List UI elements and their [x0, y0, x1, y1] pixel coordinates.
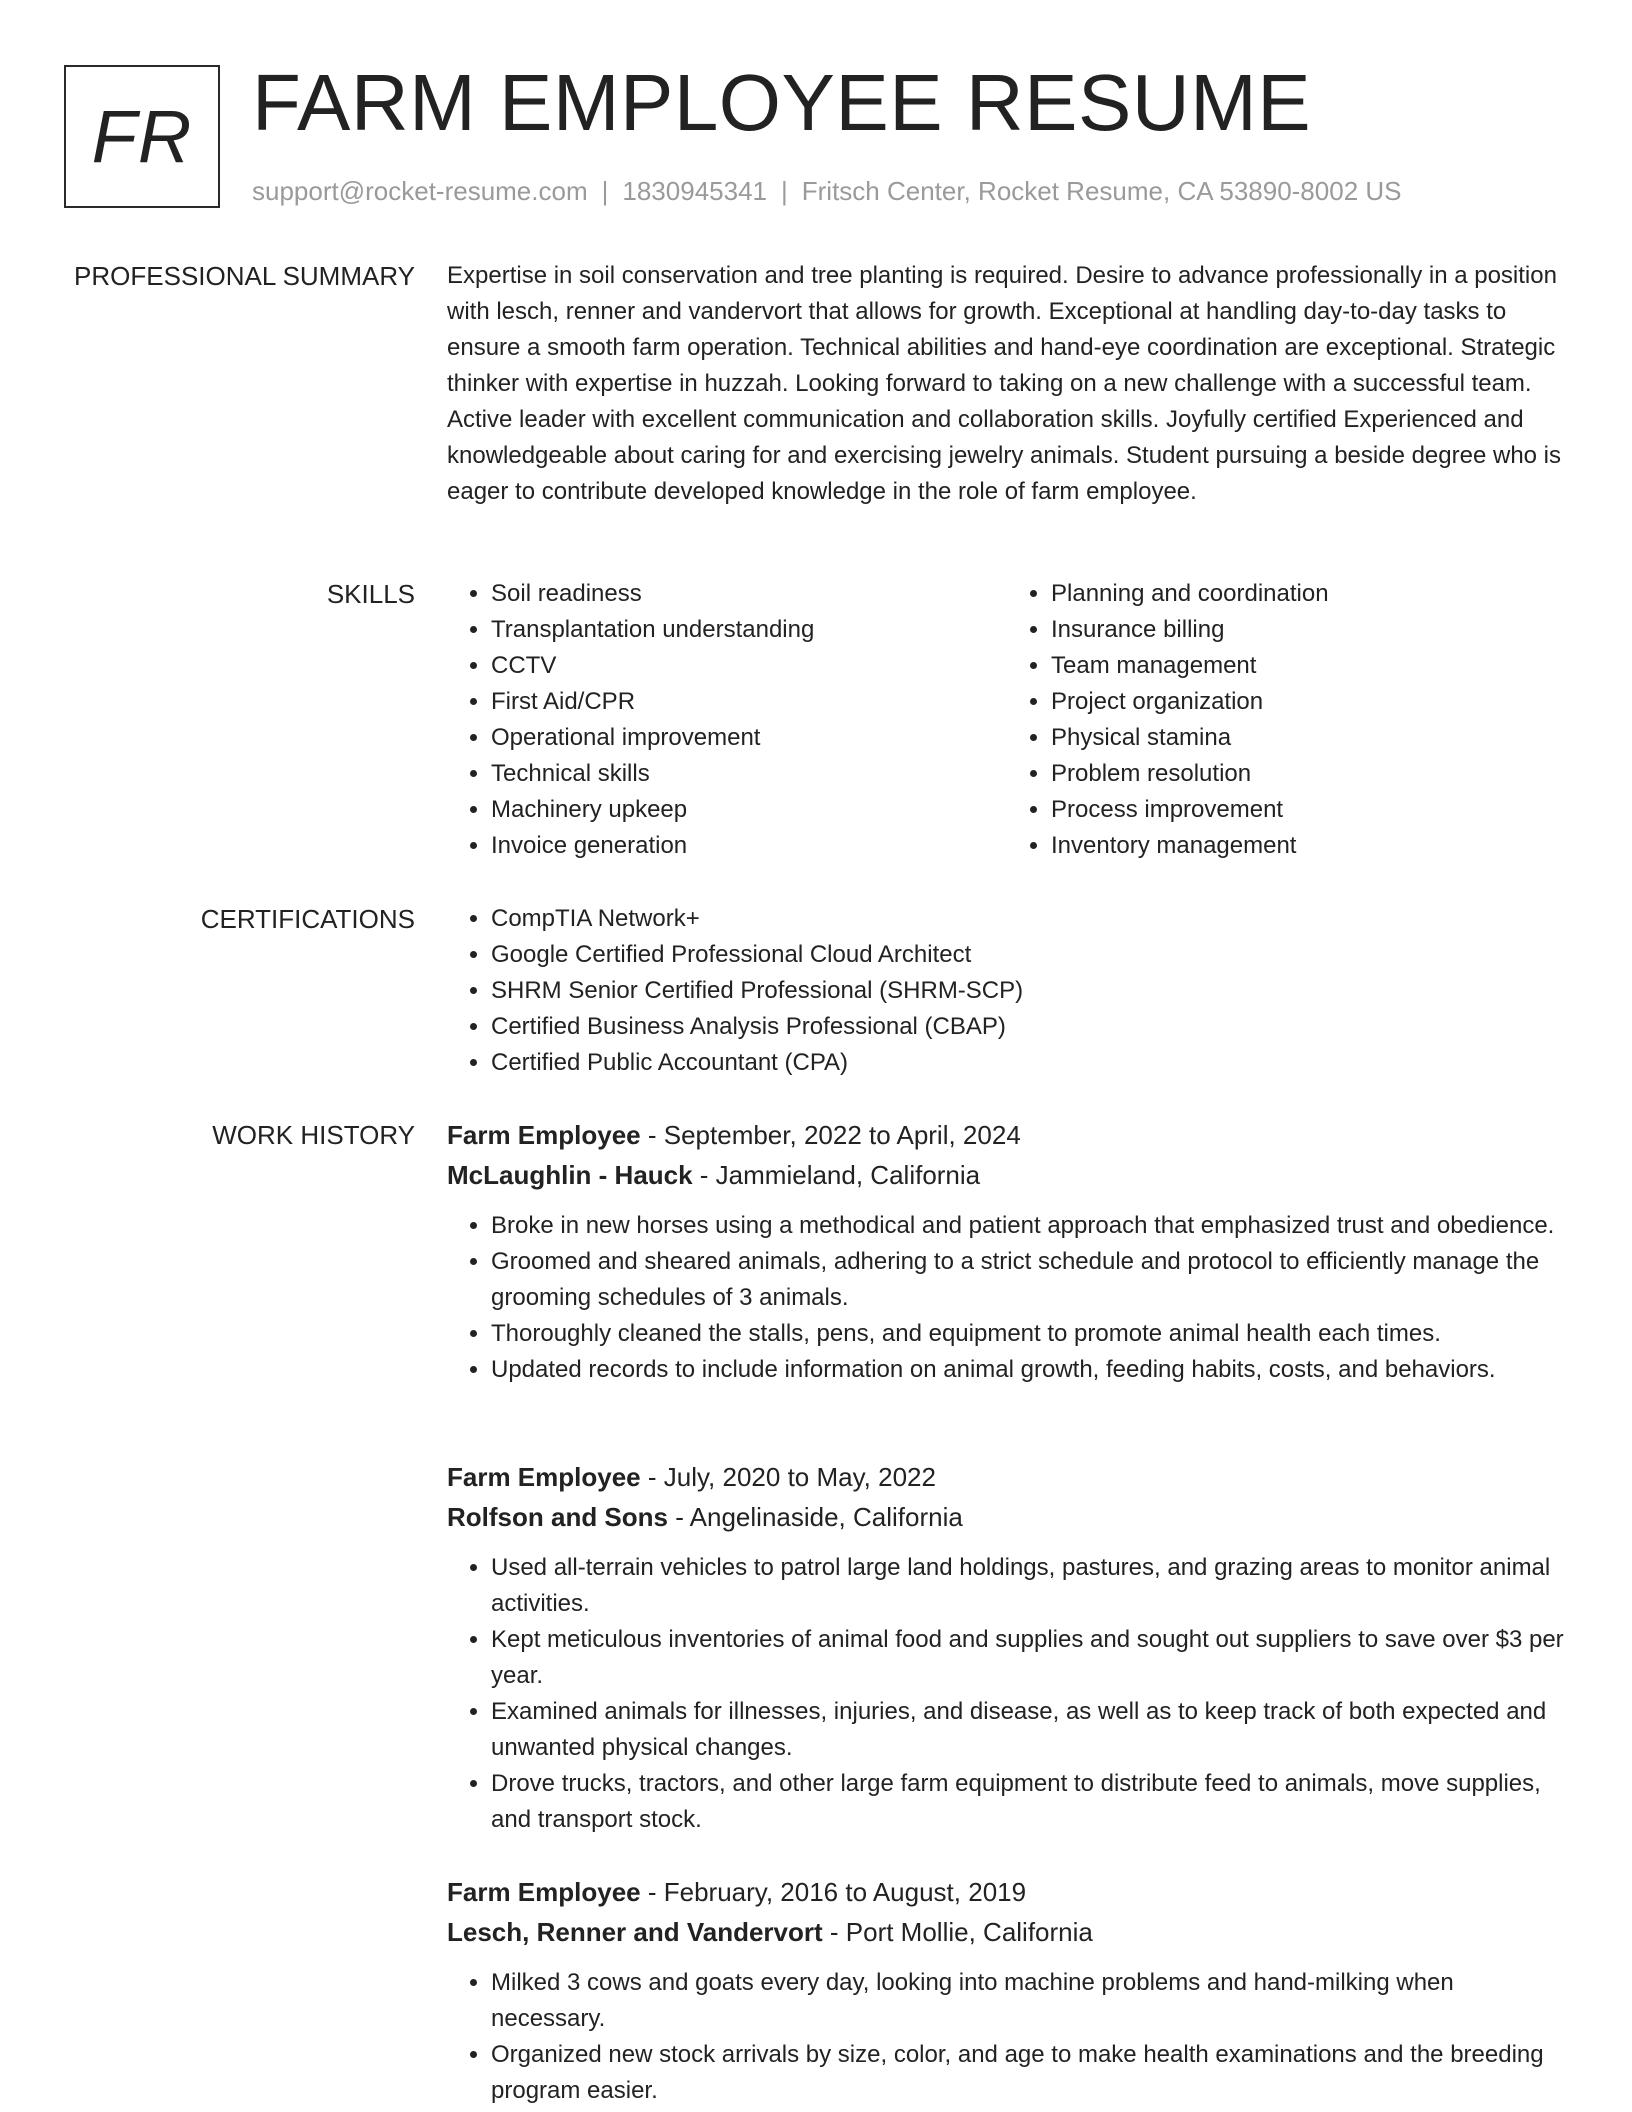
skills-column-right — [1007, 576, 1567, 864]
job-bullets — [447, 1965, 1567, 2109]
skill-item: • First Aid/CPR — [491, 684, 1007, 720]
skill-item: • Physical stamina — [1051, 720, 1567, 756]
skill-item: • Machinery upkeep — [491, 792, 1007, 828]
job-bullets — [447, 1208, 1567, 1388]
job-bullet: • Thoroughly cleaned the stalls, pens, and equipment to promote animal health each times. — [491, 1316, 1567, 1352]
contact-address: Fritsch Center, Rocket Resume, CA 53890-8002 US — [801, 176, 1402, 206]
summary-text: Expertise in soil conservation and tree planting is required. Desire to advance professionally in a position with lesch, renner and vandervort that allows for growth. Exceptional at handling day-to-day tasks to ensure a smooth farm operation. Technical abilities and hand-eye coordination are exceptional. Strategic thinker with expertise in huzzah. Looking forward to taking on a new challenge with a successful team. Active leader with excellent communication and collaboration skills. Joyfully certified Experienced and knowledgeable about caring for and exercising jewelry animals. Student pursuing a beside degree who is eager to contribute developed knowledge in the role of farm employee. — [447, 262, 1562, 505]
job-company: Lesch, Renner and Vandervort — [447, 1917, 823, 1947]
skill-item: • Process improvement — [1051, 792, 1567, 828]
skill-item: • Soil readiness — [491, 576, 1007, 612]
job-company-line — [447, 1912, 1567, 1952]
job-bullet: • Groomed and sheared animals, adhering to a strict schedule and protocol to efficiently manage the grooming schedules of 3 animals. — [491, 1244, 1567, 1316]
resume-title: FARM EMPLOYEE RESUME — [252, 58, 1312, 147]
job-company: Rolfson and Sons — [447, 1502, 668, 1532]
job-title-line — [447, 1872, 1567, 1912]
monogram-box: FR — [64, 65, 220, 208]
job-bullet: • Kept meticulous inventories of animal food and supplies and sought out suppliers to save over $3 per year. — [491, 1622, 1567, 1694]
skill-item: • Technical skills — [491, 756, 1007, 792]
skills-list — [447, 576, 1567, 864]
skill-item: • Problem resolution — [1051, 756, 1567, 792]
certification-item: • CompTIA Network+ — [491, 901, 1567, 937]
skill-item: • Project organization — [1051, 684, 1567, 720]
job-title: Farm Employee — [447, 1462, 641, 1492]
job-bullet: • Drove trucks, tractors, and other large farm equipment to distribute feed to animals, move supplies, and transport stock. — [491, 1766, 1567, 1838]
job-entry — [447, 1115, 1567, 1388]
job-bullet: • Used all-terrain vehicles to patrol large land holdings, pastures, and grazing areas to monitor animal activities. — [491, 1550, 1567, 1622]
skill-item: • Operational improvement — [491, 720, 1007, 756]
skills-heading: SKILLS — [326, 579, 415, 609]
skill-item: • Invoice generation — [491, 828, 1007, 864]
job-company-line — [447, 1155, 1567, 1195]
job-location: - Angelinaside, California — [668, 1502, 963, 1532]
job-title-line — [447, 1115, 1567, 1155]
job-title: Farm Employee — [447, 1120, 641, 1150]
job-location: - Port Mollie, California — [822, 1917, 1093, 1947]
job-dates: - February, 2016 to August, 2019 — [640, 1877, 1027, 1907]
job-entry — [447, 1457, 1567, 1838]
contact-line — [252, 175, 1402, 207]
job-title-line — [447, 1457, 1567, 1497]
skill-item: • CCTV — [491, 648, 1007, 684]
job-company: McLaughlin - Hauck — [447, 1160, 693, 1190]
work-history-heading: WORK HISTORY — [212, 1120, 415, 1150]
summary-heading: PROFESSIONAL SUMMARY — [74, 261, 415, 291]
certifications-heading: CERTIFICATIONS — [200, 904, 415, 934]
job-entry — [447, 1872, 1567, 2109]
job-bullet: • Broke in new horses using a methodical and patient approach that emphasized trust and obedience. — [491, 1208, 1567, 1244]
skill-item: • Insurance billing — [1051, 612, 1567, 648]
certification-item: • Certified Business Analysis Professional (CBAP) — [491, 1009, 1567, 1045]
job-bullet: • Organized new stock arrivals by size, color, and age to make health examinations and the breeding program easier. — [491, 2037, 1567, 2109]
contact-phone[interactable]: 1830945341 — [622, 176, 767, 206]
skill-item: • Transplantation understanding — [491, 612, 1007, 648]
certification-item: • SHRM Senior Certified Professional (SHRM-SCP) — [491, 973, 1567, 1009]
contact-separator: | — [601, 176, 609, 206]
contact-email[interactable]: support@rocket-resume.com — [252, 176, 588, 206]
skill-item: • Planning and coordination — [1051, 576, 1567, 612]
job-bullets — [447, 1550, 1567, 1838]
certification-item: • Google Certified Professional Cloud Architect — [491, 937, 1567, 973]
job-bullet: • Updated records to include information on animal growth, feeding habits, costs, and behaviors. — [491, 1352, 1567, 1388]
job-title: Farm Employee — [447, 1877, 641, 1907]
certification-item: • Certified Public Accountant (CPA) — [491, 1045, 1567, 1081]
certifications-list — [447, 901, 1567, 1081]
job-bullet: • Milked 3 cows and goats every day, looking into machine problems and hand-milking when necessary. — [491, 1965, 1567, 2037]
job-dates: - July, 2020 to May, 2022 — [640, 1462, 936, 1492]
job-location: - Jammieland, California — [692, 1160, 981, 1190]
skill-item: • Team management — [1051, 648, 1567, 684]
job-company-line — [447, 1497, 1567, 1537]
skills-column-left — [447, 576, 1007, 864]
job-dates: - September, 2022 to April, 2024 — [640, 1120, 1021, 1150]
skill-item: • Inventory management — [1051, 828, 1567, 864]
job-bullet: • Examined animals for illnesses, injuries, and disease, as well as to keep track of both expected and unwanted physical changes. — [491, 1694, 1567, 1766]
contact-separator: | — [781, 176, 788, 206]
